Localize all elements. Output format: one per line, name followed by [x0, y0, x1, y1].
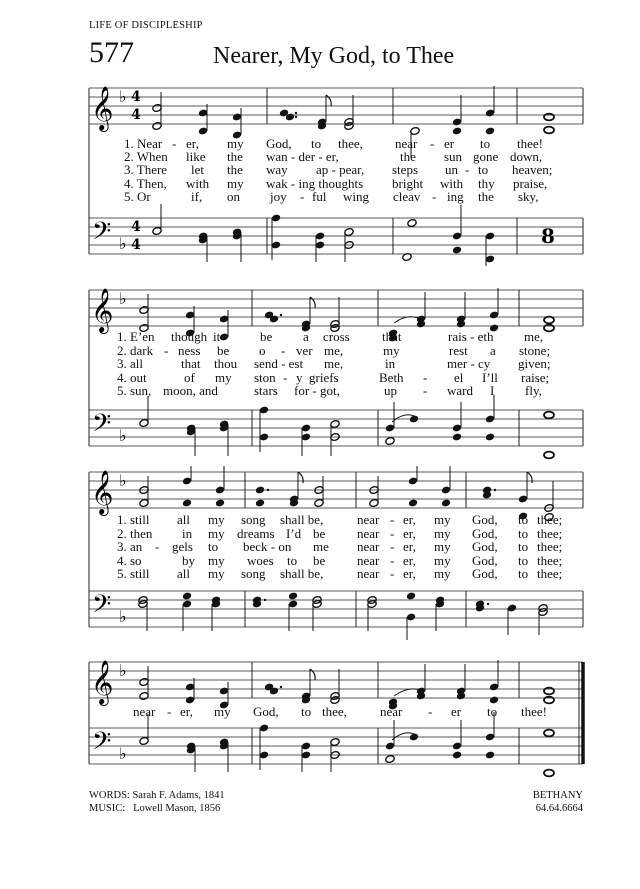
lyric-syllable: to — [518, 512, 529, 527]
svg-text:♭: ♭ — [119, 234, 127, 253]
lyric-syllable: my — [214, 704, 231, 719]
lyric-syllable: praise, — [513, 176, 548, 191]
lyric-syllable: be — [313, 553, 326, 568]
lyric-syllable: gone — [473, 149, 499, 164]
lyric-syllable: my — [208, 526, 225, 541]
lyric-syllable: stone; — [519, 343, 551, 358]
lyric-syllable: thy — [478, 176, 495, 191]
lyric-syllable: 2. When — [124, 149, 168, 164]
lyric-syllable: rais - eth — [448, 329, 494, 344]
lyric-syllable: my — [208, 512, 225, 527]
meter: 64.64.6664 — [535, 803, 583, 814]
svg-text:𝄢: 𝄢 — [92, 409, 112, 444]
svg-text:4: 4 — [131, 219, 141, 235]
svg-text:♭: ♭ — [119, 471, 127, 490]
hymn-number: 577 — [89, 36, 134, 69]
lyric-syllable: with — [186, 176, 210, 191]
lyric-syllable: given; — [518, 356, 551, 371]
lyric-syllable: though — [171, 329, 208, 344]
lyric-syllable: ston — [254, 370, 276, 385]
lyric-syllable: my — [434, 539, 451, 554]
lyric-syllable: shall be, — [280, 566, 324, 581]
lyric-syllable: my — [227, 176, 244, 191]
lyric-syllable: steps — [392, 162, 418, 177]
lyric-syllable: er, — [403, 526, 416, 541]
lyric-syllable: to — [480, 136, 491, 151]
lyric-syllable: I’d — [286, 526, 302, 541]
svg-text:♭: ♭ — [119, 426, 127, 445]
svg-text:𝄞: 𝄞 — [91, 470, 114, 514]
lyric-syllable: that — [181, 356, 201, 371]
lyric-syllable: wan - der - er, — [266, 149, 339, 164]
lyric-syllable: all — [177, 566, 190, 581]
lyric-syllable: woes — [247, 553, 274, 568]
svg-text:4: 4 — [131, 89, 141, 105]
words-label: WORDS: — [89, 790, 130, 801]
lyric-syllable: ing — [447, 189, 464, 204]
lyric-syllable: to — [301, 704, 312, 719]
lyric-syllable: gels — [172, 539, 193, 554]
lyric-syllable: thee; — [537, 526, 563, 541]
lyric-syllable: thee; — [537, 539, 563, 554]
lyric-syllable: - — [300, 189, 305, 204]
lyric-syllable: near — [357, 526, 380, 541]
lyric-syllable: er, — [186, 136, 199, 151]
lyric-syllable: 1. E’en — [117, 329, 155, 344]
lyric-syllable: heaven; — [512, 162, 553, 177]
lyric-syllable: I’ll — [482, 370, 498, 385]
lyric-syllable: God, — [253, 704, 279, 719]
svg-text:♭: ♭ — [119, 607, 127, 626]
lyric-syllable: ful — [312, 189, 327, 204]
lyric-syllable: near — [133, 704, 156, 719]
lyric-syllable: thee; — [537, 566, 563, 581]
lyric-syllable: thou — [214, 356, 238, 371]
lyric-syllable: ver — [296, 343, 313, 358]
lyric-syllable: el — [454, 370, 464, 385]
lyric-syllable: my — [215, 370, 232, 385]
lyric-syllable: - — [172, 136, 177, 151]
lyric-syllable: 3. There — [124, 162, 168, 177]
lyric-syllable: the — [227, 149, 243, 164]
lyric-syllable: 4. out — [117, 370, 147, 385]
lyric-syllable: me — [313, 539, 329, 554]
lyric-syllable: I — [490, 383, 495, 398]
lyric-syllable: - — [390, 512, 395, 527]
lyric-syllable: er, — [403, 553, 416, 568]
lyric-syllable: thee; — [537, 512, 563, 527]
lyric-syllable: sun — [444, 149, 463, 164]
lyric-syllable: wing — [343, 189, 369, 204]
system-3 — [89, 466, 583, 640]
lyric-syllable: my — [434, 553, 451, 568]
lyric-syllable: - — [428, 704, 433, 719]
svg-text:4: 4 — [131, 237, 141, 253]
lyric-syllable: be — [217, 343, 230, 358]
lyric-syllable: er — [444, 136, 455, 151]
lyric-syllable: be — [313, 526, 326, 541]
lyric-syllable: - — [465, 162, 470, 177]
lyric-syllable: ward — [447, 383, 473, 398]
lyric-syllable: cross — [323, 329, 350, 344]
lyric-syllable: to — [518, 539, 529, 554]
lyric-syllable: my — [434, 566, 451, 581]
lyric-syllable: the — [227, 162, 243, 177]
svg-text:4: 4 — [131, 107, 141, 123]
credits — [89, 789, 225, 815]
lyric-syllable: my — [434, 512, 451, 527]
lyric-syllable: er, — [403, 539, 416, 554]
lyric-syllable: 5. still — [117, 566, 150, 581]
lyric-syllable: thee; — [537, 553, 563, 568]
lyric-syllable: my — [208, 566, 225, 581]
lyric-syllable: to — [518, 553, 529, 568]
lyric-syllable: rest — [449, 343, 468, 358]
lyric-syllable: like — [186, 149, 206, 164]
svg-text:♭: ♭ — [119, 661, 127, 680]
lyric-syllable: beck - on — [243, 539, 292, 554]
lyric-syllable: 2. then — [117, 526, 153, 541]
lyric-syllable: my — [434, 526, 451, 541]
lyric-syllable: God, — [472, 512, 498, 527]
lyric-syllable: to — [311, 136, 322, 151]
lyric-syllable: my — [227, 136, 244, 151]
lyric-syllable: to — [487, 704, 498, 719]
lyric-syllable: all — [177, 512, 190, 527]
section-heading: LIFE OF DISCIPLESHIP — [89, 20, 203, 31]
lyric-syllable: - — [390, 566, 395, 581]
lyric-syllable: send - est — [254, 356, 304, 371]
lyric-syllable: sky, — [518, 189, 539, 204]
svg-text:𝄢: 𝄢 — [92, 590, 112, 625]
lyric-syllable: 5. Or — [124, 189, 151, 204]
lyric-syllable: up — [384, 383, 397, 398]
svg-text:𝄞: 𝄞 — [91, 288, 114, 332]
hymn-title: Nearer, My God, to Thee — [213, 43, 455, 69]
lyric-syllable: to — [287, 553, 298, 568]
lyric-syllable: let — [191, 162, 204, 177]
lyric-syllable: 4. Then, — [124, 176, 167, 191]
lyric-syllable: fly, — [525, 383, 542, 398]
tune-info — [533, 789, 583, 815]
lyric-syllable: in — [385, 356, 396, 371]
treble-clef-icon: 𝄞 — [91, 86, 114, 130]
lyric-syllable: the — [400, 149, 416, 164]
lyric-syllable: thee, — [338, 136, 363, 151]
lyric-syllable: 3. an — [117, 539, 143, 554]
lyric-syllable: raise; — [521, 370, 550, 385]
lyric-syllable: 1. Near — [124, 136, 163, 151]
tune-name: BETHANY — [532, 790, 583, 801]
lyric-syllable: - — [167, 704, 172, 719]
lyric-syllable: song — [241, 566, 266, 581]
lyric-syllable: - — [423, 383, 428, 398]
lyric-syllable: moon, and — [163, 383, 218, 398]
lyric-syllable: - — [390, 539, 395, 554]
lyric-syllable: - — [432, 189, 437, 204]
lyric-syllable: if, — [191, 189, 203, 204]
lyric-syllable: to — [518, 566, 529, 581]
lyric-syllable: - — [390, 526, 395, 541]
lyric-syllable: 2. dark — [117, 343, 154, 358]
svg-text:8: 8 — [541, 224, 555, 248]
lyric-syllable: to — [478, 162, 489, 177]
lyric-syllable: er, — [180, 704, 193, 719]
lyric-syllable: - — [155, 539, 160, 554]
lyric-syllable: me, — [324, 343, 344, 358]
lyric-syllable: cleav — [393, 189, 421, 204]
lyric-syllable: the — [478, 189, 494, 204]
lyric-syllable: thee, — [322, 704, 347, 719]
lyric-syllable: stars — [254, 383, 278, 398]
lyric-syllable: a — [303, 329, 309, 344]
svg-text:♭: ♭ — [119, 744, 127, 763]
lyric-syllable: near — [357, 553, 380, 568]
lyric-syllable: 3. all — [117, 356, 143, 371]
lyric-syllable: griefs — [309, 370, 339, 385]
lyric-syllable: God, — [472, 539, 498, 554]
lyric-syllable: of — [184, 370, 195, 385]
lyric-syllable: near — [395, 136, 418, 151]
bass-clef-icon: 𝄢 — [92, 217, 112, 252]
lyric-syllable: be — [260, 329, 273, 344]
lyric-syllable: near — [380, 704, 403, 719]
lyric-syllable: thee! — [517, 136, 543, 151]
lyric-syllable: that — [382, 329, 402, 344]
lyric-syllable: - — [430, 136, 435, 151]
lyric-syllable: - — [283, 370, 288, 385]
lyric-syllable: near — [357, 512, 380, 527]
lyric-syllable: thee! — [521, 704, 547, 719]
lyric-syllable: wak - ing thoughts — [266, 176, 364, 191]
lyric-syllable: God, — [472, 526, 498, 541]
lyric-syllable: - — [281, 343, 286, 358]
lyric-syllable: near — [357, 566, 380, 581]
lyric-syllable: Beth — [379, 370, 404, 385]
lyric-syllable: y — [296, 370, 303, 385]
lyric-syllable: way — [266, 162, 288, 177]
lyric-syllable: me, — [324, 356, 344, 371]
lyric-syllable: - — [390, 553, 395, 568]
flat-icon: ♭ — [119, 87, 127, 106]
lyric-syllable: 1. still — [117, 512, 150, 527]
lyric-syllable: me, — [524, 329, 544, 344]
lyric-syllable: a — [490, 343, 496, 358]
lyric-syllable: un — [445, 162, 458, 177]
lyric-syllable: ness — [178, 343, 201, 358]
lyric-syllable: er, — [403, 566, 416, 581]
lyric-syllable: er, — [403, 512, 416, 527]
lyric-syllable: by — [182, 553, 195, 568]
lyric-syllable: on — [227, 189, 240, 204]
lyric-syllable: 5. sun, — [117, 383, 152, 398]
music-credit: Lowell Mason, 1856 — [133, 803, 221, 814]
lyric-syllable: ap - pear, — [316, 162, 365, 177]
lyric-syllable: God, — [472, 566, 498, 581]
lyric-syllable: bright — [392, 176, 424, 191]
lyric-syllable: - — [164, 343, 169, 358]
lyric-syllable: - — [423, 370, 428, 385]
lyric-syllable: with — [440, 176, 464, 191]
lyric-syllable: 4. so — [117, 553, 142, 568]
lyric-syllable: it — [213, 329, 221, 344]
lyric-syllable: my — [208, 553, 225, 568]
lyric-syllable: to — [208, 539, 219, 554]
lyric-syllable: God, — [266, 136, 292, 151]
svg-text:𝄢: 𝄢 — [92, 727, 112, 762]
lyric-syllable: mer - cy — [447, 356, 491, 371]
lyric-syllable: in — [182, 526, 193, 541]
words-credit: Sarah F. Adams, 1841 — [132, 790, 225, 801]
svg-text:𝄞: 𝄞 — [91, 660, 114, 704]
lyric-syllable: joy — [270, 189, 287, 204]
lyric-syllable: dreams — [237, 526, 275, 541]
lyric-syllable: shall be, — [280, 512, 324, 527]
lyric-syllable: down, — [510, 149, 543, 164]
lyric-syllable: for - got, — [294, 383, 340, 398]
lyric-syllable: near — [357, 539, 380, 554]
lyric-syllable: o — [259, 343, 266, 358]
lyric-syllable: God, — [472, 553, 498, 568]
svg-text:♭: ♭ — [119, 289, 127, 308]
lyric-syllable: to — [518, 526, 529, 541]
music-label: MUSIC: — [89, 803, 126, 814]
lyric-syllable: er — [451, 704, 462, 719]
lyric-syllable: song — [241, 512, 266, 527]
lyric-syllable: my — [383, 343, 400, 358]
